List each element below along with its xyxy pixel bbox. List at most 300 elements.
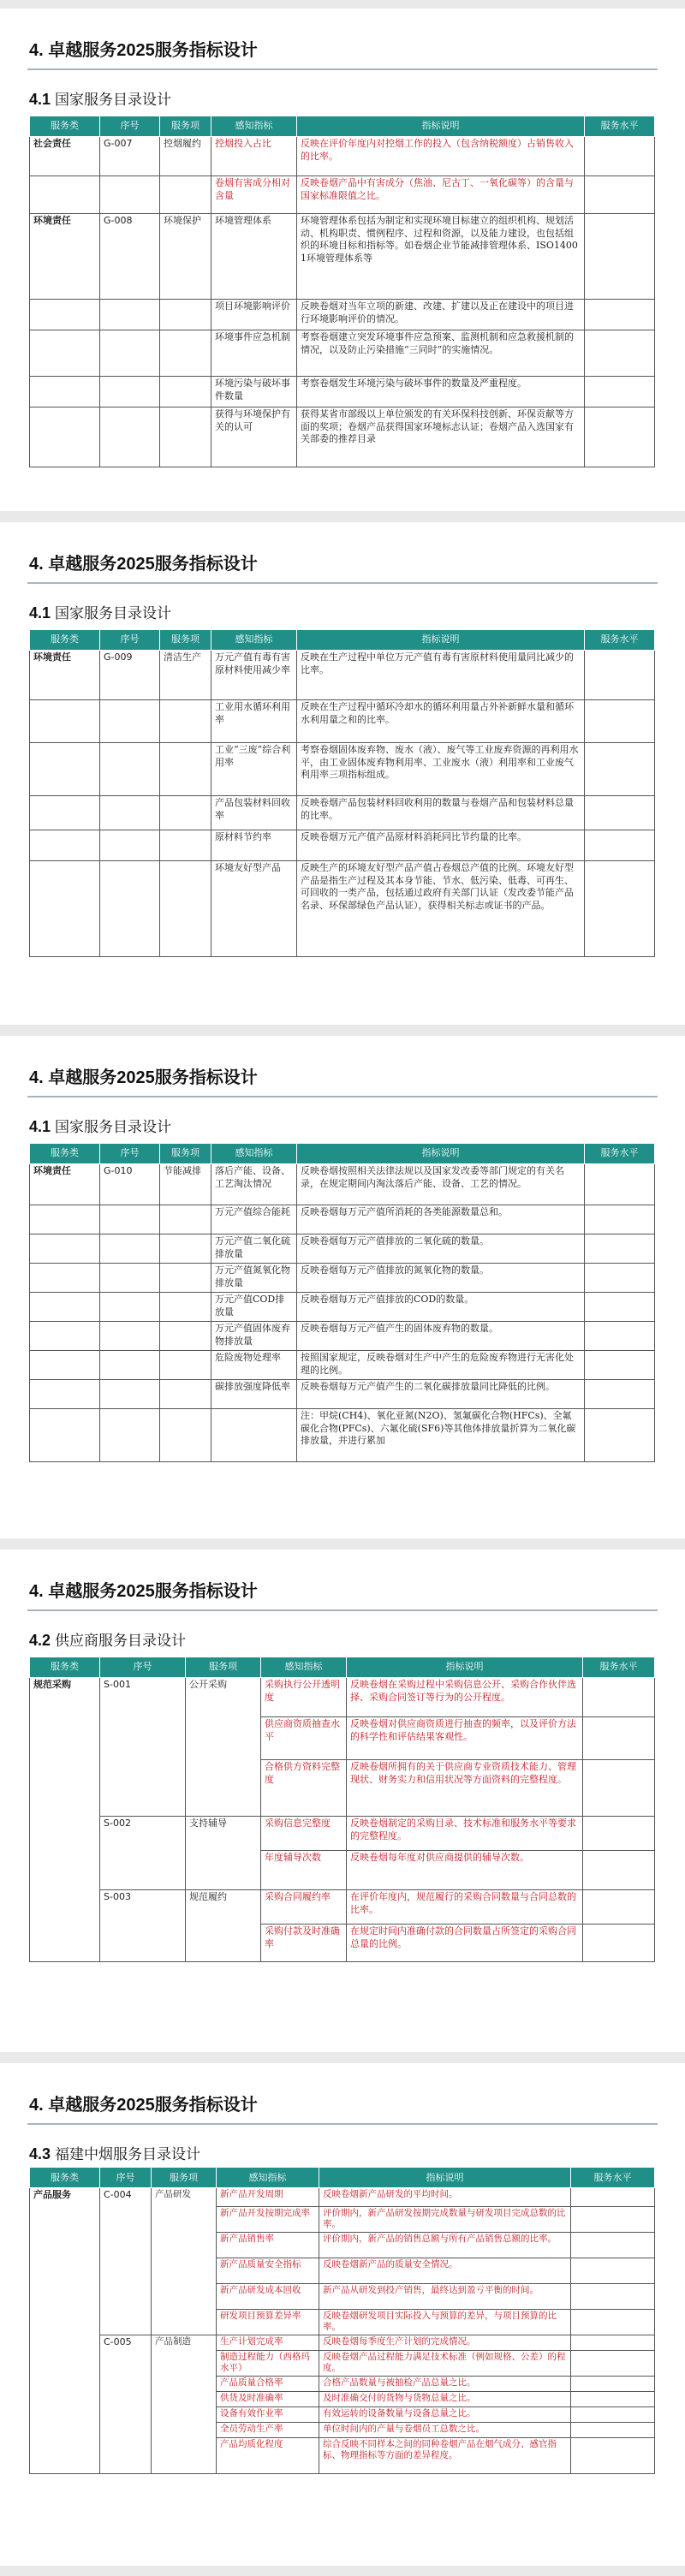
header-indicator: 感知指标 bbox=[211, 1144, 297, 1164]
indicator-cell: 产品质量合格率 bbox=[217, 2377, 319, 2392]
item-cell bbox=[160, 1293, 211, 1322]
indicator-cell: 设备有效作业率 bbox=[217, 2407, 319, 2423]
category-cell bbox=[30, 2310, 100, 2335]
level-cell bbox=[585, 1234, 655, 1264]
table-row bbox=[30, 1293, 655, 1322]
item-cell bbox=[152, 2258, 217, 2284]
item-cell bbox=[160, 796, 211, 830]
description-cell: 有效运转的设备数量与设备总量之比。 bbox=[319, 2407, 571, 2423]
indicator-cell: 供应商资质抽查水平 bbox=[261, 1717, 347, 1760]
category-cell: 社会责任 bbox=[30, 137, 100, 176]
indicator-cell: 新产品研发成本回收 bbox=[217, 2284, 319, 2310]
table-row bbox=[30, 214, 655, 300]
header-level: 服务水平 bbox=[571, 2168, 655, 2188]
code-cell bbox=[100, 1760, 186, 1817]
table-row bbox=[30, 137, 655, 176]
level-cell bbox=[571, 2392, 655, 2407]
header-description: 指标说明 bbox=[347, 1657, 583, 1678]
description-cell: 考察卷烟发生环境污染与破坏事件的数量及严重程度。 bbox=[297, 377, 585, 408]
code-cell bbox=[100, 2423, 152, 2438]
code-cell bbox=[100, 796, 160, 830]
level-cell bbox=[571, 2438, 655, 2474]
description-cell: 反映在生产过程中单位万元产值有毒有害原材料使用量同比减少的比率。 bbox=[297, 651, 585, 700]
indicator-cell: 生产计划完成率 bbox=[217, 2335, 319, 2351]
table-row bbox=[30, 2351, 655, 2377]
description-cell: 反映卷烟产品中有害成分（焦油、尼古丁、一氧化碳等）的含量与国家标准限值之比。 bbox=[297, 176, 585, 214]
description-cell: 在评价年度内，规范履行的采购合同数量与合同总数的比率。 bbox=[347, 1890, 583, 1925]
slide-3 bbox=[0, 1036, 685, 1538]
table-row bbox=[30, 651, 655, 700]
item-cell bbox=[160, 743, 211, 796]
code-cell bbox=[100, 2284, 152, 2310]
item-cell bbox=[186, 1851, 261, 1890]
description-cell: 反映在评价年度内对控烟工作的投入（包含纳税额度）占销售收入的比率。 bbox=[297, 137, 585, 176]
table-row bbox=[30, 2335, 655, 2351]
description-cell: 在规定时间内准确付款的合同数量占所签定的采购合同总量的比例。 bbox=[347, 1925, 583, 1962]
description-cell: 反映卷烟在采购过程中采购信息公开、采购合作伙伴选择、采购合同签订等行为的公开程度。 bbox=[347, 1678, 583, 1717]
slide-title: 4. 卓越服务2025服务指标设计 bbox=[29, 1582, 258, 1601]
description-cell: 反映卷烟每万元产值排放的氮氧化物的数量。 bbox=[297, 1264, 585, 1293]
code-cell bbox=[100, 2377, 152, 2392]
section-title: 4.1 国家服务目录设计 bbox=[29, 604, 172, 622]
category-cell bbox=[30, 300, 100, 330]
item-cell bbox=[152, 2284, 217, 2310]
code-cell: G-009 bbox=[100, 651, 160, 700]
level-cell bbox=[585, 743, 655, 796]
table-row bbox=[30, 2438, 655, 2474]
code-cell bbox=[100, 1717, 186, 1760]
header-level: 服务水平 bbox=[585, 116, 655, 137]
item-cell bbox=[160, 1409, 211, 1462]
item-cell bbox=[160, 830, 211, 861]
indicator-cell: 碳排放强度降低率 bbox=[211, 1380, 297, 1409]
code-cell bbox=[100, 1351, 160, 1380]
indicator-cell: 产品包装材料回收率 bbox=[211, 796, 297, 830]
code-cell bbox=[100, 2407, 152, 2423]
item-cell bbox=[160, 700, 211, 743]
description-cell: 反映卷烟按照相关法律法规以及国家发改委等部门规定的有关名录，在规定期间内淘汰落后产能、设备、工艺的情况。 bbox=[297, 1164, 585, 1205]
header-code: 序号 bbox=[100, 2168, 152, 2188]
indicator-cell: 获得与环境保护有关的认可 bbox=[211, 408, 297, 467]
table-header-row bbox=[30, 116, 655, 137]
code-cell bbox=[100, 2392, 152, 2407]
description-cell: 评价期内，新产品的销售总额与所有产品销售总额的比率。 bbox=[319, 2233, 571, 2258]
indicator-cell: 控烟投入占比 bbox=[211, 137, 297, 176]
table-row bbox=[30, 1351, 655, 1380]
table-row bbox=[30, 300, 655, 330]
item-cell bbox=[160, 1322, 211, 1351]
level-cell bbox=[585, 408, 655, 467]
level-cell bbox=[585, 651, 655, 700]
category-cell bbox=[30, 2407, 100, 2423]
table-row bbox=[30, 1925, 655, 1962]
table-row bbox=[30, 408, 655, 467]
item-cell: 支持辅导 bbox=[186, 1817, 261, 1851]
indicator-cell: 采购信息完整度 bbox=[261, 1817, 347, 1851]
description-cell: 环境管理体系包括为制定和实现环境目标建立的组织机构、规划活动、机构职责、惯例程序、过程和资源，以及能力建设，也包括组织的环境目标和指标等。如卷烟企业节能减排管理体系、ISO14001环境管理体系等 bbox=[297, 214, 585, 300]
description-cell: 反映卷烟每季度生产计划的完成情况。 bbox=[319, 2335, 571, 2351]
slide-title: 4. 卓越服务2025服务指标设计 bbox=[29, 1068, 258, 1087]
table-row bbox=[30, 176, 655, 214]
level-cell bbox=[585, 137, 655, 176]
item-cell bbox=[152, 2310, 217, 2335]
indicator-cell: 工业“三废”综合利用率 bbox=[211, 743, 297, 796]
indicator-cell: 万元产值二氧化硫排放量 bbox=[211, 1234, 297, 1264]
category-cell bbox=[30, 1293, 100, 1322]
description-cell: 反映卷烟每万元产值排放的二氧化硫的数量。 bbox=[297, 1234, 585, 1264]
table-header-row bbox=[30, 2168, 655, 2188]
description-cell: 考察卷烟固体废弃物、废水（液）、废气等工业废弃资源的再利用水平，由工业固体废弃物利用率、工业废水（液）利用率和工业废气利用率三项指标组成。 bbox=[297, 743, 585, 796]
item-cell bbox=[186, 1760, 261, 1817]
code-cell bbox=[100, 1322, 160, 1351]
description-cell: 合格产品数量与被抽检产品总量之比。 bbox=[319, 2377, 571, 2392]
category-cell bbox=[30, 2207, 100, 2233]
item-cell bbox=[152, 2377, 217, 2392]
code-cell bbox=[100, 2310, 152, 2335]
code-cell bbox=[100, 1925, 186, 1962]
category-cell bbox=[30, 700, 100, 743]
description-cell: 单位时间内的产量与卷烟员工总数之比。 bbox=[319, 2423, 571, 2438]
description-cell: 反映卷烟每万元产值所消耗的各类能源数量总和。 bbox=[297, 1205, 585, 1234]
item-cell bbox=[152, 2392, 217, 2407]
level-cell bbox=[585, 1264, 655, 1293]
indicator-cell: 全员劳动生产率 bbox=[217, 2423, 319, 2438]
item-cell bbox=[160, 1205, 211, 1234]
item-cell bbox=[152, 2351, 217, 2377]
level-cell bbox=[585, 830, 655, 861]
header-indicator: 感知指标 bbox=[261, 1657, 347, 1678]
level-cell bbox=[583, 1925, 655, 1962]
code-cell: C-005 bbox=[100, 2335, 152, 2351]
indicator-cell: 项目环境影响评价 bbox=[211, 300, 297, 330]
code-cell: S-003 bbox=[100, 1890, 186, 1925]
description-cell: 反映卷烟对供应商资质进行抽查的频率，以及评价方法的科学性和评估结果客观性。 bbox=[347, 1717, 583, 1760]
header-level: 服务水平 bbox=[585, 630, 655, 651]
item-cell bbox=[160, 408, 211, 467]
indicator-cell: 万元产值氮氧化物排放量 bbox=[211, 1264, 297, 1293]
table-row bbox=[30, 1205, 655, 1234]
item-cell: 控烟履约 bbox=[160, 137, 211, 176]
table-row bbox=[30, 2258, 655, 2284]
indicator-cell: 落后产能、设备、工艺淘汰情况 bbox=[211, 1164, 297, 1205]
table-row bbox=[30, 1264, 655, 1293]
slide-title: 4. 卓越服务2025服务指标设计 bbox=[29, 41, 258, 60]
description-cell: 反映卷烟研发项目实际投入与预算的差异，与项目预算的比率。 bbox=[319, 2310, 571, 2335]
table-row bbox=[30, 1717, 655, 1760]
category-cell bbox=[30, 1890, 100, 1925]
indicator-cell: 新产品开发按期完成率 bbox=[217, 2207, 319, 2233]
code-cell bbox=[100, 2438, 152, 2474]
section-title: 4.2 供应商服务目录设计 bbox=[29, 1632, 187, 1650]
item-cell bbox=[160, 176, 211, 214]
title-divider bbox=[27, 2123, 658, 2125]
category-cell bbox=[30, 1205, 100, 1234]
service-table bbox=[29, 2167, 655, 2474]
table-row bbox=[30, 796, 655, 830]
code-cell bbox=[100, 300, 160, 330]
header-description: 指标说明 bbox=[297, 1144, 585, 1164]
description-cell: 反映卷烟所拥有的关于供应商专业资质技术能力、管理现状、财务实力和信用状况等方面资料的完整程度。 bbox=[347, 1760, 583, 1817]
description-cell: 反映卷烟每万元产值产生的二氧化碳排放量同比降低的比例。 bbox=[297, 1380, 585, 1409]
level-cell bbox=[571, 2284, 655, 2310]
code-cell bbox=[100, 1851, 186, 1890]
indicator-cell: 新产品质量安全指标 bbox=[217, 2258, 319, 2284]
description-cell: 反映卷烟每万元产值排放的COD的数量。 bbox=[297, 1293, 585, 1322]
table-header-row bbox=[30, 630, 655, 651]
category-cell bbox=[30, 1851, 100, 1890]
level-cell bbox=[583, 1760, 655, 1817]
service-table bbox=[29, 629, 655, 957]
level-cell bbox=[583, 1817, 655, 1851]
description-cell: 评价期内，新产品研发按期完成数量与研发项目完成总数的比率。 bbox=[319, 2207, 571, 2233]
category-cell bbox=[30, 2438, 100, 2474]
table-header-row bbox=[30, 1144, 655, 1164]
table-row bbox=[30, 1234, 655, 1264]
level-cell bbox=[585, 700, 655, 743]
category-cell bbox=[30, 2423, 100, 2438]
category-cell bbox=[30, 830, 100, 861]
indicator-cell: 万元产值COD排放量 bbox=[211, 1293, 297, 1322]
description-cell: 反映卷烟产品包装材料回收利用的数量与卷烟产品和包装材料总量的比率。 bbox=[297, 796, 585, 830]
table-row bbox=[30, 1164, 655, 1205]
level-cell bbox=[571, 2351, 655, 2377]
table-row bbox=[30, 1409, 655, 1462]
header-item: 服务项 bbox=[160, 630, 211, 651]
item-cell bbox=[160, 377, 211, 408]
category-cell bbox=[30, 176, 100, 214]
category-cell bbox=[30, 1760, 100, 1817]
code-cell bbox=[100, 377, 160, 408]
item-cell bbox=[152, 2438, 217, 2474]
table-row bbox=[30, 1380, 655, 1409]
service-table bbox=[29, 116, 655, 467]
header-description: 指标说明 bbox=[297, 630, 585, 651]
table-row bbox=[30, 2377, 655, 2392]
item-cell bbox=[152, 2423, 217, 2438]
title-divider bbox=[27, 68, 658, 70]
category-cell bbox=[30, 1925, 100, 1962]
indicator-cell: 危险废物处理率 bbox=[211, 1351, 297, 1380]
table-row bbox=[30, 1890, 655, 1925]
category-cell bbox=[30, 2392, 100, 2407]
indicator-cell: 年度辅导次数 bbox=[261, 1851, 347, 1890]
service-table bbox=[29, 1143, 655, 1462]
item-cell bbox=[160, 1264, 211, 1293]
category-cell bbox=[30, 1717, 100, 1760]
indicator-cell bbox=[211, 1409, 297, 1462]
slide-5 bbox=[0, 2063, 685, 2566]
header-category: 服务类 bbox=[30, 630, 100, 651]
item-cell bbox=[160, 1234, 211, 1264]
description-cell: 按照国家规定，反映卷烟对生产中产生的危险废弃物进行无害化处理的比例。 bbox=[297, 1351, 585, 1380]
table-header-row bbox=[30, 1657, 655, 1678]
indicator-cell: 新产品销售率 bbox=[217, 2233, 319, 2258]
item-cell bbox=[160, 330, 211, 377]
table-row bbox=[30, 2407, 655, 2423]
code-cell bbox=[100, 408, 160, 467]
slide-title: 4. 卓越服务2025服务指标设计 bbox=[29, 2096, 258, 2115]
level-cell bbox=[583, 1717, 655, 1760]
title-divider bbox=[27, 1096, 658, 1098]
title-divider bbox=[27, 1609, 658, 1611]
description-cell: 注：甲烷(CH4)、氧化亚氮(N2O)、氢氟碳化合物(HFCs)、全氟碳化合物(PFCs)、六氟化硫(SF6)等其他体排放量折算为二氧化碳排放量，并进行累加 bbox=[297, 1409, 585, 1462]
description-cell: 考察卷烟建立突发环境事件应急预案、监测机制和应急救援机制的情况，以及防止污染措施“三同时”的实施情况。 bbox=[297, 330, 585, 377]
code-cell: G-007 bbox=[100, 137, 160, 176]
item-cell: 产品研发 bbox=[152, 2188, 217, 2207]
level-cell bbox=[585, 1164, 655, 1205]
description-cell: 反映卷烟万元产值产品原材料消耗同比节约量的比率。 bbox=[297, 830, 585, 861]
table-row bbox=[30, 743, 655, 796]
header-indicator: 感知指标 bbox=[217, 2168, 319, 2188]
code-cell bbox=[100, 1264, 160, 1293]
table-row bbox=[30, 700, 655, 743]
category-cell: 产品服务 bbox=[30, 2188, 100, 2207]
header-category: 服务类 bbox=[30, 116, 100, 137]
indicator-cell: 产品均质化程度 bbox=[217, 2438, 319, 2474]
category-cell bbox=[30, 1380, 100, 1409]
service-table bbox=[29, 1657, 655, 1962]
section-title: 4.1 国家服务目录设计 bbox=[29, 91, 172, 109]
header-item: 服务项 bbox=[160, 1144, 211, 1164]
category-cell bbox=[30, 2284, 100, 2310]
level-cell bbox=[571, 2207, 655, 2233]
indicator-cell: 工业用水循环利用率 bbox=[211, 700, 297, 743]
level-cell bbox=[571, 2258, 655, 2284]
table-row bbox=[30, 2207, 655, 2233]
indicator-cell: 环境友好型产品 bbox=[211, 861, 297, 957]
header-level: 服务水平 bbox=[583, 1657, 655, 1678]
level-cell bbox=[571, 2423, 655, 2438]
level-cell bbox=[583, 1678, 655, 1717]
table-row bbox=[30, 2188, 655, 2207]
table-row bbox=[30, 2392, 655, 2407]
table-row bbox=[30, 2423, 655, 2438]
code-cell bbox=[100, 2351, 152, 2377]
table-row bbox=[30, 2284, 655, 2310]
level-cell bbox=[571, 2407, 655, 2423]
header-category: 服务类 bbox=[30, 1144, 100, 1164]
category-cell: 环境责任 bbox=[30, 1164, 100, 1205]
indicator-cell: 新产品开发周期 bbox=[217, 2188, 319, 2207]
item-cell bbox=[160, 861, 211, 957]
level-cell bbox=[585, 1409, 655, 1462]
header-code: 序号 bbox=[100, 116, 160, 137]
section-title: 4.3 福建中烟服务目录设计 bbox=[29, 2145, 201, 2163]
header-item: 服务项 bbox=[152, 2168, 217, 2188]
indicator-cell: 环境事件应急机制 bbox=[211, 330, 297, 377]
description-cell: 反映卷烟每年度对供应商提供的辅导次数。 bbox=[347, 1851, 583, 1890]
title-divider bbox=[27, 582, 658, 584]
level-cell bbox=[585, 1205, 655, 1234]
indicator-cell: 采购付款及时准确率 bbox=[261, 1925, 347, 1962]
level-cell bbox=[585, 330, 655, 377]
code-cell: G-008 bbox=[100, 214, 160, 300]
code-cell bbox=[100, 176, 160, 214]
item-cell bbox=[152, 2233, 217, 2258]
indicator-cell: 采购合同履约率 bbox=[261, 1890, 347, 1925]
code-cell bbox=[100, 743, 160, 796]
code-cell bbox=[100, 861, 160, 957]
level-cell bbox=[585, 377, 655, 408]
header-code: 序号 bbox=[100, 630, 160, 651]
description-cell: 获得某省市部级以上单位颁发的有关环保科技创新、环保贡献等方面的奖项；卷烟产品获得国家环境标志认证；卷烟产品入选国家有关部委的推荐目录 bbox=[297, 408, 585, 467]
category-cell bbox=[30, 1322, 100, 1351]
category-cell bbox=[30, 861, 100, 957]
code-cell: S-001 bbox=[100, 1678, 186, 1717]
item-cell: 公开采购 bbox=[186, 1678, 261, 1717]
description-cell: 反映卷烟新产品的质量安全情况。 bbox=[319, 2258, 571, 2284]
level-cell bbox=[571, 2377, 655, 2392]
category-cell bbox=[30, 1234, 100, 1264]
table-row bbox=[30, 1851, 655, 1890]
header-description: 指标说明 bbox=[297, 116, 585, 137]
indicator-cell: 万元产值固体废弃物排放量 bbox=[211, 1322, 297, 1351]
table-row bbox=[30, 2233, 655, 2258]
category-cell bbox=[30, 377, 100, 408]
description-cell: 反映卷烟产品过程能力满足技术标准（例如规格、公差）的程度。 bbox=[319, 2351, 571, 2377]
level-cell bbox=[571, 2188, 655, 2207]
code-cell bbox=[100, 1205, 160, 1234]
code-cell bbox=[100, 2233, 152, 2258]
indicator-cell: 供货及时准确率 bbox=[217, 2392, 319, 2407]
level-cell bbox=[571, 2310, 655, 2335]
header-code: 序号 bbox=[100, 1657, 186, 1678]
code-cell bbox=[100, 2258, 152, 2284]
item-cell: 规范履约 bbox=[186, 1890, 261, 1925]
code-cell: S-002 bbox=[100, 1817, 186, 1851]
code-cell bbox=[100, 830, 160, 861]
description-cell: 反映卷烟制定的采购目录、技术标准和服务水平等要求的完整程度。 bbox=[347, 1817, 583, 1851]
item-cell bbox=[160, 1351, 211, 1380]
category-cell bbox=[30, 2377, 100, 2392]
table-row bbox=[30, 1322, 655, 1351]
table-row bbox=[30, 1678, 655, 1717]
description-cell: 反映卷烟新产品研发的平均时间。 bbox=[319, 2188, 571, 2207]
header-level: 服务水平 bbox=[585, 1144, 655, 1164]
item-cell bbox=[152, 2407, 217, 2423]
level-cell bbox=[571, 2335, 655, 2351]
table-row bbox=[30, 861, 655, 957]
category-cell bbox=[30, 2258, 100, 2284]
slide-1 bbox=[0, 9, 685, 511]
indicator-cell: 万元产值有毒有害原材料使用减少率 bbox=[211, 651, 297, 700]
category-cell: 规范采购 bbox=[30, 1678, 100, 1717]
description-cell: 综合反映不同样本之间的同种卷烟产品在烟气成分、感官指标、物理指标等方面的差异程度。 bbox=[319, 2438, 571, 2474]
item-cell bbox=[186, 1717, 261, 1760]
indicator-cell: 卷烟有害成分相对含量 bbox=[211, 176, 297, 214]
table-row bbox=[30, 330, 655, 377]
slide-title: 4. 卓越服务2025服务指标设计 bbox=[29, 555, 258, 574]
category-cell: 环境责任 bbox=[30, 214, 100, 300]
level-cell bbox=[585, 861, 655, 957]
item-cell bbox=[152, 2207, 217, 2233]
indicator-cell: 环境污染与破坏事件数量 bbox=[211, 377, 297, 408]
category-cell bbox=[30, 1351, 100, 1380]
header-indicator: 感知指标 bbox=[211, 116, 297, 137]
level-cell bbox=[585, 1351, 655, 1380]
item-cell bbox=[160, 300, 211, 330]
indicator-cell: 原材料节约率 bbox=[211, 830, 297, 861]
slide-2 bbox=[0, 522, 685, 1025]
table-row bbox=[30, 1760, 655, 1817]
description-cell: 反映生产的环境友好型产品产值占卷烟总产值的比例。环境友好型产品是指生产过程及其本身节能、节水、低污染、低毒、可再生、可回收的一类产品，包括通过政府有关部门认证（发改委节能产品名录、环保部绿色产品认证），获得相关标志或证书的产品。 bbox=[297, 861, 585, 957]
item-cell: 环境保护 bbox=[160, 214, 211, 300]
category-cell bbox=[30, 408, 100, 467]
description-cell: 新产品从研发到投产销售，最终达到盈亏平衡的时间。 bbox=[319, 2284, 571, 2310]
code-cell bbox=[100, 1293, 160, 1322]
table-row bbox=[30, 377, 655, 408]
description-cell: 及时准确交付的货物与货物总量之比。 bbox=[319, 2392, 571, 2407]
